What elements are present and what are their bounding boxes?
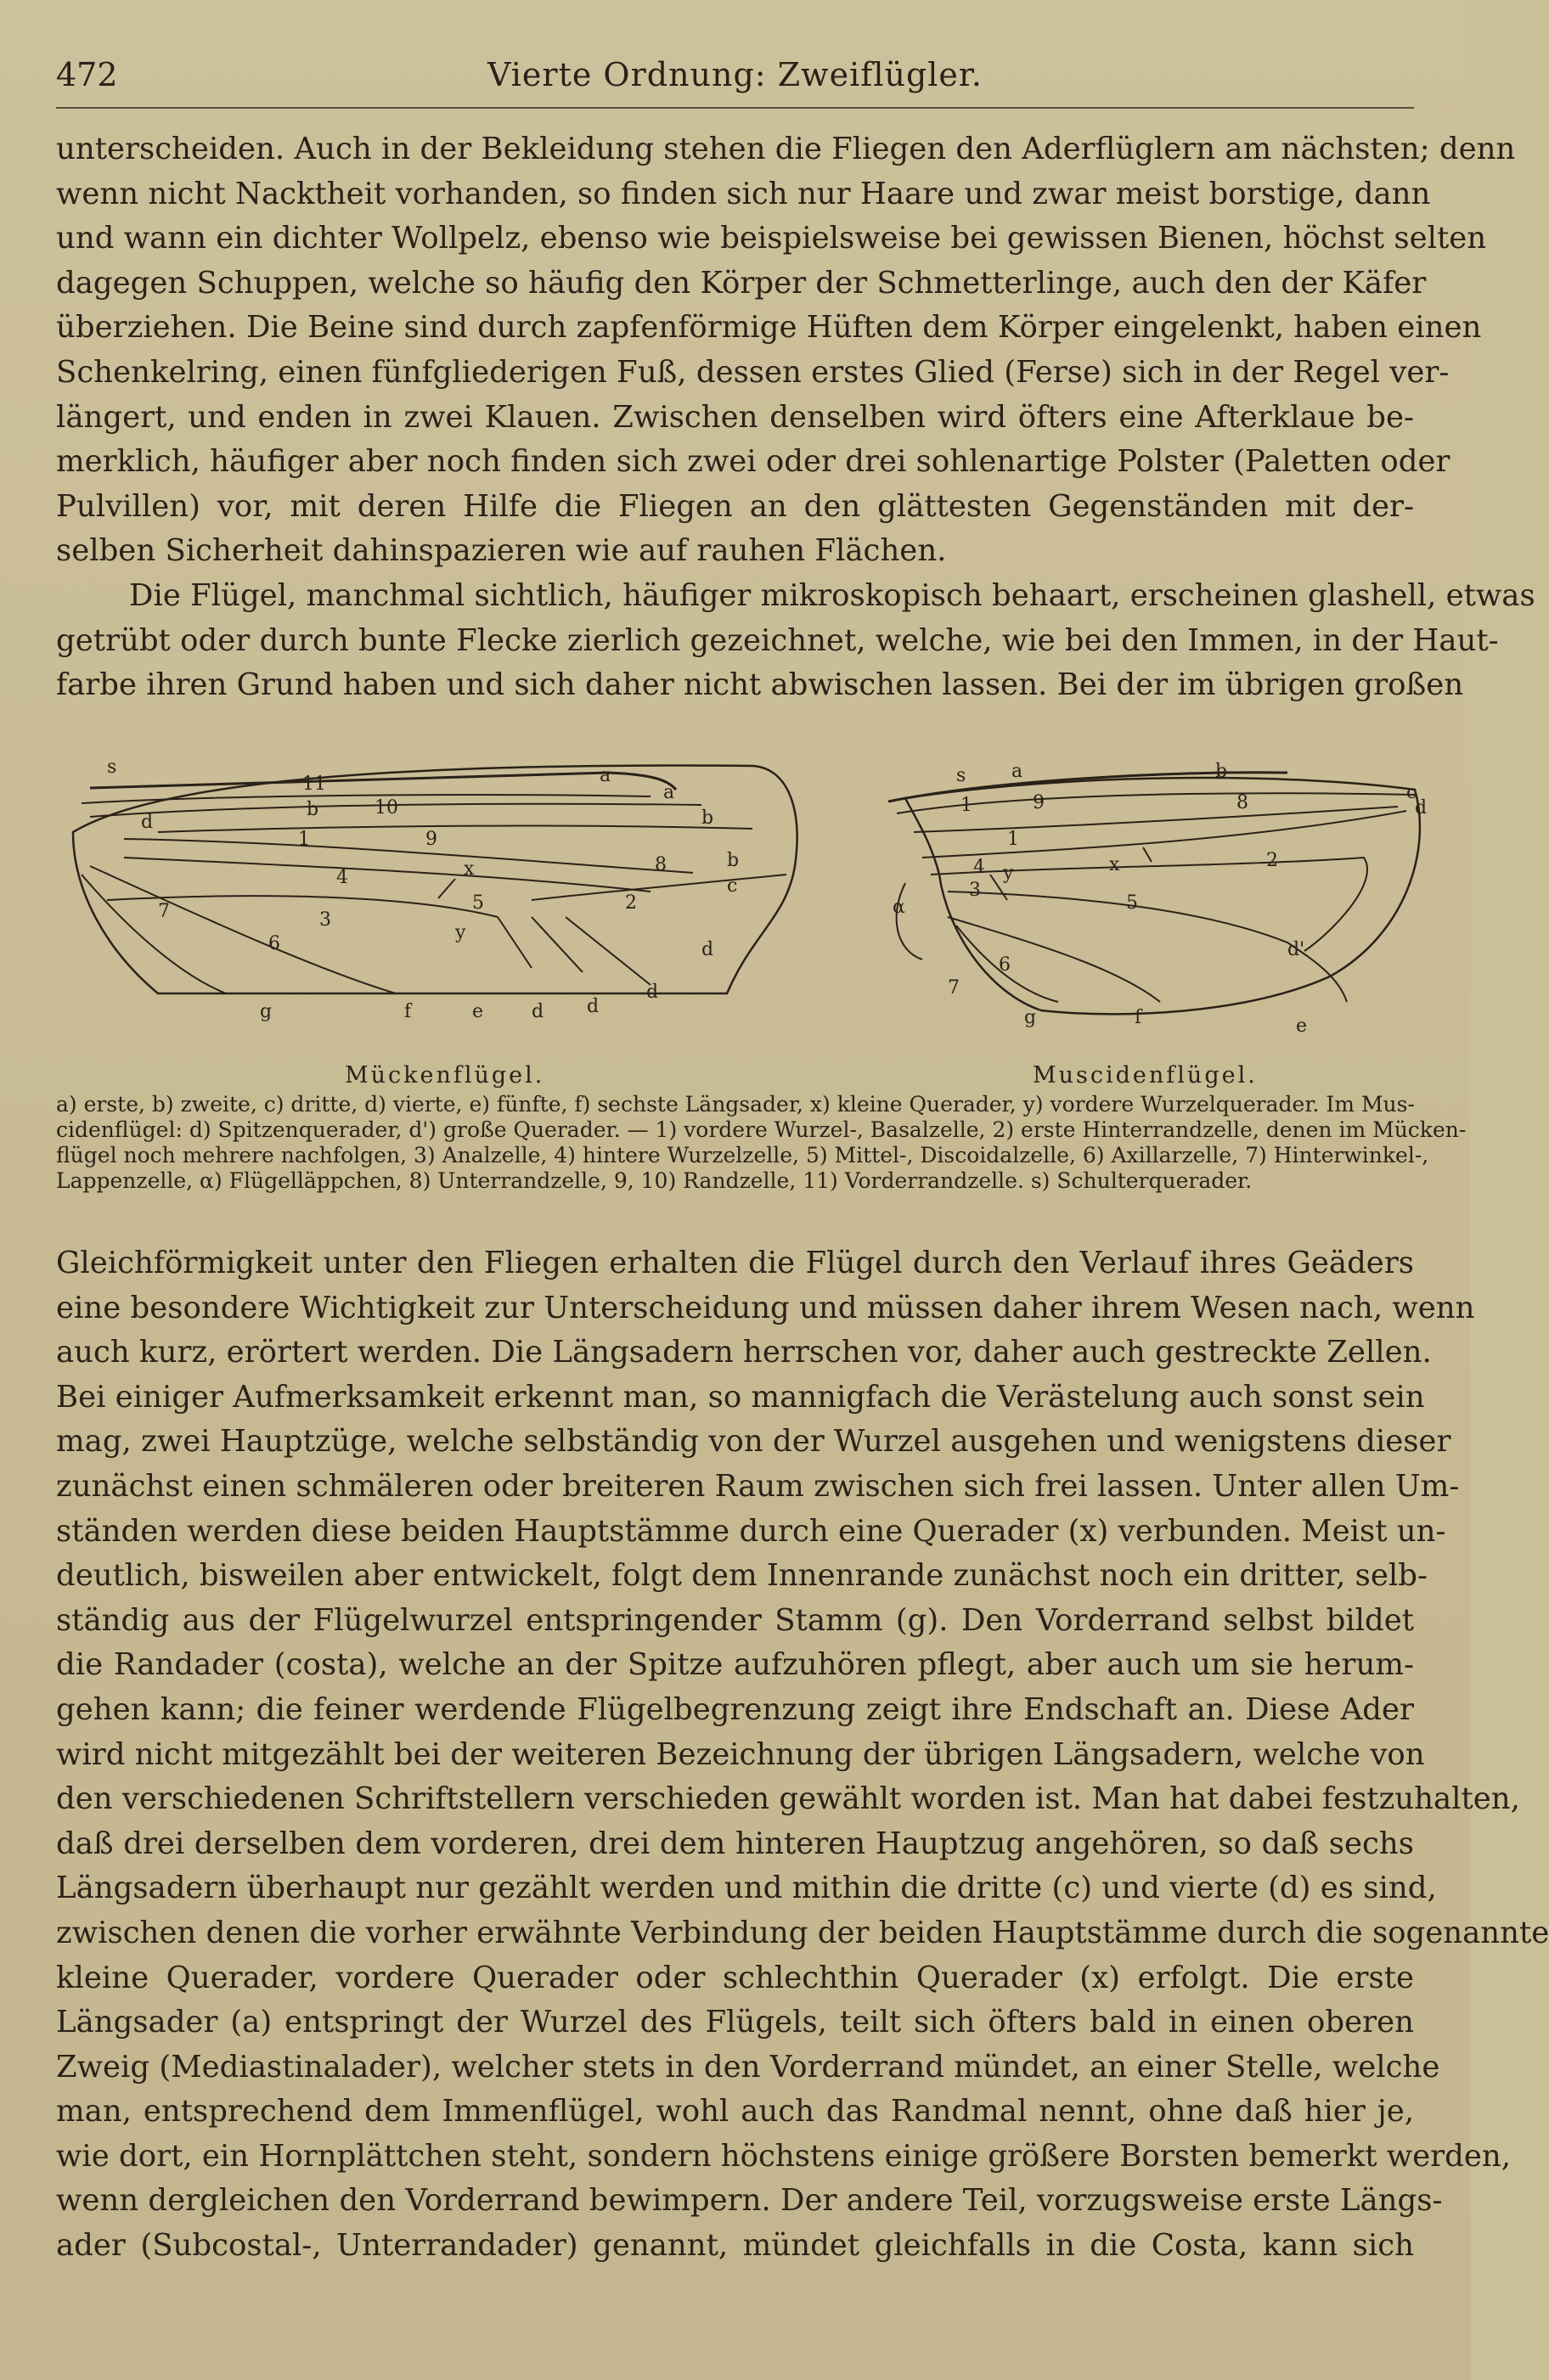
text-line: gehen kann; die feiner werdende Flügelbegrenzung zeigt ihre Endschaft an. Diese Ader <box>56 1691 1414 1727</box>
text-line: Schenkelring, einen fünfgliederigen Fuß, dessen erstes Glied (Ferse) sich in der Regel ver- <box>56 354 1450 390</box>
label-d: d <box>532 1001 544 1022</box>
label-9: 9 <box>425 829 437 850</box>
text-line: ständig aus der Flügelwurzel entspringender Stamm (g). Den Vorderrand selbst bildet <box>56 1602 1414 1638</box>
text-line: Längsader (a) entspringt der Wurzel des Flügels, teilt sich öfters bald in einen oberen <box>56 2005 1414 2040</box>
label-s: s <box>107 757 117 778</box>
text-line: die Randader (costa), welche an der Spitze aufzuhören pflegt, aber auch um sie herum- <box>56 1647 1414 1683</box>
text-line: Bei einiger Aufmerksamkeit erkennt man, so mannigfach die Verästelung auch sonst sein <box>56 1379 1425 1415</box>
label-5: 5 <box>472 892 484 914</box>
label-g: g <box>260 1001 273 1022</box>
text-line: ader (Subcostal-, Unterrandader) genannt, mündet gleichfalls in die Costa, kann sich <box>56 2228 1414 2264</box>
label-y: y <box>455 922 466 943</box>
text-line: eine besondere Wichtigkeit zur Unterscheidung und müssen daher ihrem Wesen nach, wenn <box>56 1290 1475 1325</box>
label-x: x <box>464 858 475 880</box>
label-e: e <box>472 1001 484 1022</box>
label-b: b <box>701 807 714 829</box>
label-6: 6 <box>999 954 1011 976</box>
text-line: getrübt oder durch bunte Flecke zierlich gezeichnet, welche, wie bei den Immen, in der Haut- <box>56 622 1499 658</box>
text-line: wird nicht mitgezählt bei der weiteren Bezeichnung der übrigen Längsadern, welche von <box>56 1736 1425 1772</box>
label-7: 7 <box>948 977 960 999</box>
label-3: 3 <box>969 880 981 901</box>
label-f: f <box>404 1001 412 1022</box>
mosquito-wing-drawing <box>73 766 797 993</box>
label-a: a <box>600 765 611 786</box>
label-b: b <box>307 799 319 820</box>
text-line: deutlich, bisweilen aber entwickelt, folgt dem Innenrande zunächst noch ein dritter, selb- <box>56 1558 1428 1594</box>
text-line: zunächst einen schmäleren oder breiteren Raum zwischen sich frei lassen. Unter allen Um- <box>56 1468 1460 1504</box>
label-g: g <box>1024 1007 1037 1028</box>
muscid-wing-labels <box>893 761 1427 1037</box>
label-8: 8 <box>1236 792 1248 813</box>
label-3: 3 <box>319 909 331 931</box>
text-line: man, entsprechend dem Immenflügel, wohl auch das Randmal nennt, ohne daß hier je, <box>56 2094 1414 2130</box>
text-line: merklich, häufiger aber noch finden sich zwei oder drei sohlenartige Polster (Paletten oder <box>56 444 1450 480</box>
label-f: f <box>1135 1007 1142 1028</box>
text-line: kleine Querader, vordere Querader oder schlechthin Querader (x) erfolgt. Die erste <box>56 1960 1414 1995</box>
text-line: und wann ein dichter Wollpelz, ebenso wie beispielsweise bei gewissen Bienen, höchst selten <box>56 221 1487 256</box>
label-d: d <box>646 982 659 1003</box>
label-1: 1 <box>1007 829 1019 850</box>
text-line: überziehen. Die Beine sind durch zapfenförmige Hüften dem Körper eingelenkt, haben einen <box>56 310 1482 346</box>
figure-legend <box>56 1092 1467 1194</box>
wing-figure <box>56 747 1428 1095</box>
page-header <box>56 56 1414 104</box>
text-line: wie dort, ein Hornplättchen steht, sondern höchstens einige größere Borsten bemerkt werden, <box>56 2138 1512 2174</box>
text-line: ständen werden diese beiden Hauptstämme durch eine Querader (x) verbunden. Meist un- <box>56 1513 1446 1549</box>
label-c: c <box>727 875 738 897</box>
label-2: 2 <box>1266 850 1278 871</box>
label-b: b <box>1215 761 1228 782</box>
text-line: zwischen denen die vorher erwähnte Verbindung der beiden Hauptstämme durch die sogenannte <box>56 1915 1549 1950</box>
label-d: d <box>1415 797 1428 819</box>
label-2: 2 <box>625 892 637 914</box>
label-10: 10 <box>375 797 398 819</box>
label-6: 6 <box>268 933 280 954</box>
label-alpha: α <box>893 897 905 918</box>
label-a: a <box>663 782 675 803</box>
text-line: den verschiedenen Schriftstellern verschieden gewählt worden ist. Man hat dabei festzuhalten, <box>56 1781 1520 1817</box>
text-line: Zweig (Mediastinalader), welcher stets in den Vorderrand mündet, an einer Stelle, welche <box>56 2049 1440 2085</box>
legend-line: Lappenzelle, α) Flügelläppchen, 8) Unterrandzelle, 9, 10) Randzelle, 11) Vorderrandzelle. s) Schulterquerader. <box>56 1168 1253 1193</box>
label-4: 4 <box>336 867 348 888</box>
page-number: 472 <box>56 56 118 93</box>
text-line: Längsadern überhaupt nur gezählt werden und mithin die dritte (c) und vierte (d) es sind, <box>56 1871 1437 1906</box>
text-line: Die Flügel, manchmal sichtlich, häufiger mikroskopisch behaart, erscheinen glashell, etwas <box>129 577 1535 613</box>
label-7: 7 <box>158 901 170 922</box>
body-text-bottom <box>56 1241 1549 2269</box>
label-8: 8 <box>655 854 667 875</box>
label-9: 9 <box>1033 792 1045 813</box>
label-b: b <box>727 850 740 871</box>
label-a: a <box>1011 761 1023 782</box>
text-line: daß drei derselben dem vorderen, drei dem hinteren Hauptzug angehören, so daß sechs <box>56 1826 1414 1861</box>
label-x: x <box>1109 854 1120 875</box>
header-rule <box>56 107 1414 109</box>
legend-line: flügel noch mehrere nachfolgen, 3) Analzelle, 4) hintere Wurzelzelle, 5) Mittel-, Discoidalzelle, 6) Axillarzelle, 7) Hinterwinkel-, <box>56 1143 1429 1167</box>
body-text-top <box>56 127 1535 708</box>
text-line: Gleichförmigkeit unter den Fliegen erhalten die Flügel durch den Verlauf ihres Geäders <box>56 1246 1414 1280</box>
label-11: 11 <box>302 774 326 795</box>
text-line: auch kurz, erörtert werden. Die Längsadern herrschen vor, daher auch gestreckte Zellen. <box>56 1335 1432 1370</box>
text-line: selben Sicherheit dahinspazieren wie auf rauhen Flächen. <box>56 533 947 569</box>
label-d: d <box>701 939 714 960</box>
label-e: e <box>1296 1016 1308 1037</box>
text-line: farbe ihren Grund haben und sich daher nicht abwischen lassen. Bei der im übrigen großen <box>56 667 1464 703</box>
legend-line: cidenflügel: d) Spitzenquerader, d') große Querader. — 1) vordere Wurzel-, Basalzelle, 2) erste Hinterrandzelle, denen im Mücken- <box>56 1117 1467 1142</box>
label-y: y <box>1003 863 1014 884</box>
label-d: d <box>141 812 154 833</box>
mosquito-wing-caption: Mückenflügel. <box>345 1062 545 1089</box>
text-line: wenn nicht Nacktheit vorhanden, so finden sich nur Haare und zwar meist borstige, dann <box>56 176 1431 211</box>
label-n: 1 <box>960 795 972 816</box>
text-line: Pulvillen) vor, mit deren Hilfe die Fliegen an den glättesten Gegenständen mit der- <box>56 488 1414 524</box>
legend-line: a) erste, b) zweite, c) dritte, d) vierte, e) fünfte, f) sechste Längsader, x) kleine Querader, y) vordere Wurzelquerader. Im Mus- <box>56 1092 1415 1117</box>
muscid-wing-caption: Muscidenflügel. <box>1033 1062 1258 1089</box>
text-line: mag, zwei Hauptzüge, welche selbständig von der Wurzel ausgehen und wenigstens dieser <box>56 1424 1451 1460</box>
text-line: wenn dergleichen den Vorderrand bewimpern. Der andere Teil, vorzugsweise erste Längs- <box>56 2183 1443 2219</box>
label-d-prime: d' <box>1287 939 1305 960</box>
label-1: 1 <box>298 829 310 850</box>
label-d: d <box>587 996 600 1017</box>
text-line: dagegen Schuppen, welche so häufig den Körper der Schmetterlinge, auch den der Käfer <box>56 265 1427 301</box>
running-head: Vierte Ordnung: Zweiflügler. <box>487 56 983 93</box>
label-s: s <box>956 765 966 786</box>
label-4: 4 <box>973 857 985 878</box>
label-5: 5 <box>1126 892 1138 914</box>
wing-diagrams <box>56 747 1428 1095</box>
text-line: unterscheiden. Auch in der Bekleidung stehen die Fliegen den Aderflüglern am nächsten; denn <box>56 132 1516 166</box>
text-line: längert, und enden in zwei Klauen. Zwischen denselben wird öfters eine Afterklaue be- <box>56 399 1414 435</box>
label-c: c <box>1406 782 1417 803</box>
